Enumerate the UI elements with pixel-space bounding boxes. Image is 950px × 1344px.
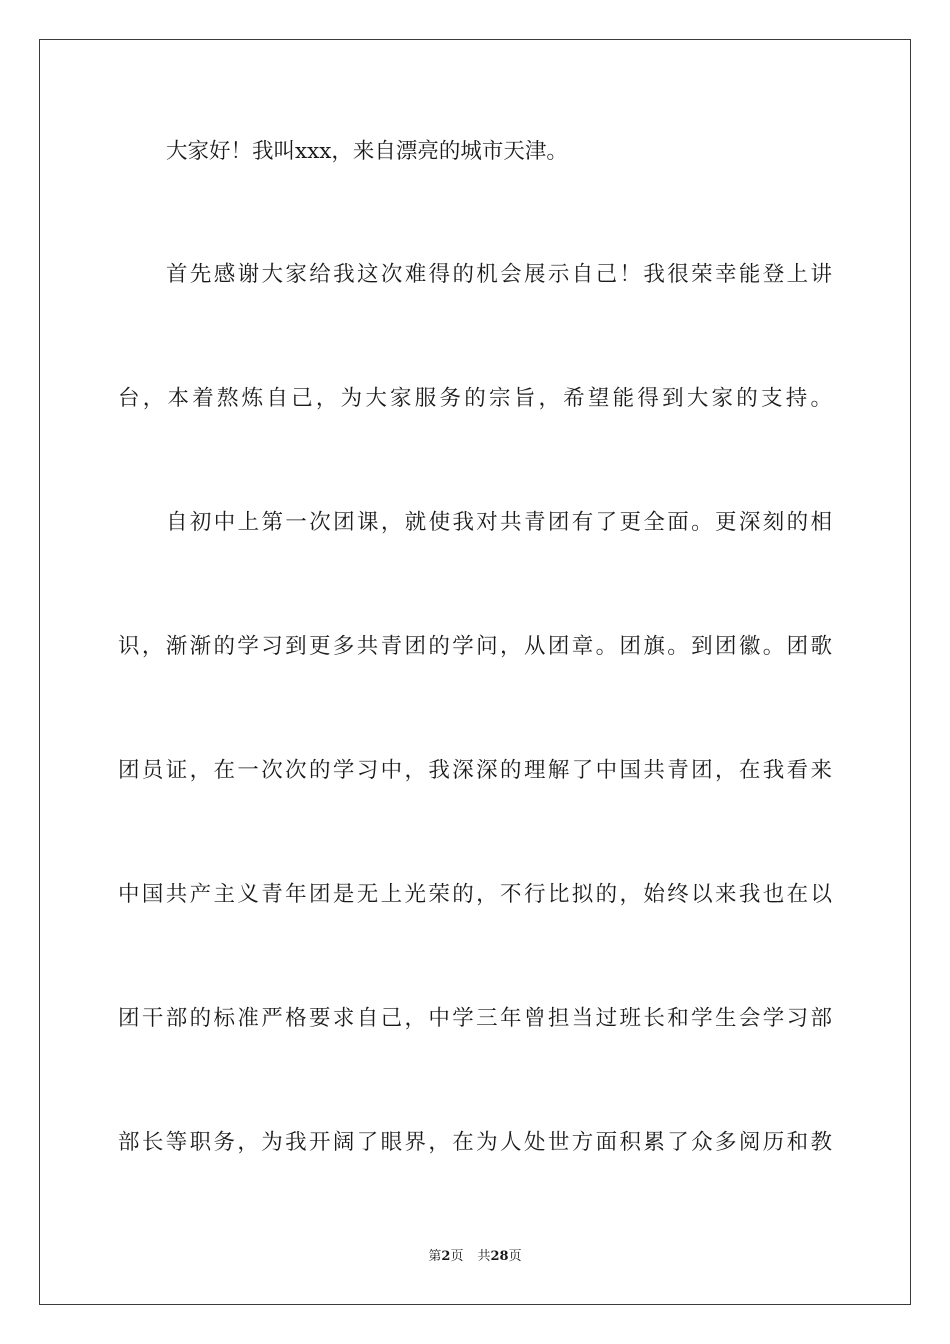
text-line-8: 团干部的标准严格要求自己，中学三年曾担当过班长和学生会学习部 <box>118 1006 832 1031</box>
total-prefix: 共 <box>477 1249 491 1264</box>
page-prefix: 第 <box>428 1249 442 1264</box>
text-line-4: 自初中上第一次团课，就使我对共青团有了更全面。更深刻的相 <box>166 510 832 535</box>
text-line-7: 中国共产主义青年团是无上光荣的，不行比拟的，始终以来我也在以 <box>118 882 832 907</box>
text-line-2: 首先感谢大家给我这次难得的机会展示自己！我很荣幸能登上讲 <box>166 262 832 287</box>
text-line-6: 团员证，在一次次的学习中，我深深的理解了中国共青团，在我看来 <box>118 758 832 783</box>
page-footer <box>0 1248 950 1266</box>
page-number: 2 <box>441 1249 451 1264</box>
text-line-3: 台，本着熬炼自己，为大家服务的宗旨，希望能得到大家的支持。 <box>118 386 832 411</box>
text-line-5: 识，渐渐的学习到更多共青团的学问，从团章。团旗。到团徽。团歌 <box>118 634 832 659</box>
page-suffix: 页 <box>450 1249 464 1264</box>
total-suffix: 页 <box>508 1249 522 1264</box>
text-line-1: 大家好！我叫xxx，来自漂亮的城市天津。 <box>166 139 568 164</box>
total-pages: 28 <box>490 1249 509 1264</box>
page-border <box>39 39 911 1305</box>
text-line-9: 部长等职务，为我开阔了眼界，在为人处世方面积累了众多阅历和教 <box>118 1130 832 1155</box>
